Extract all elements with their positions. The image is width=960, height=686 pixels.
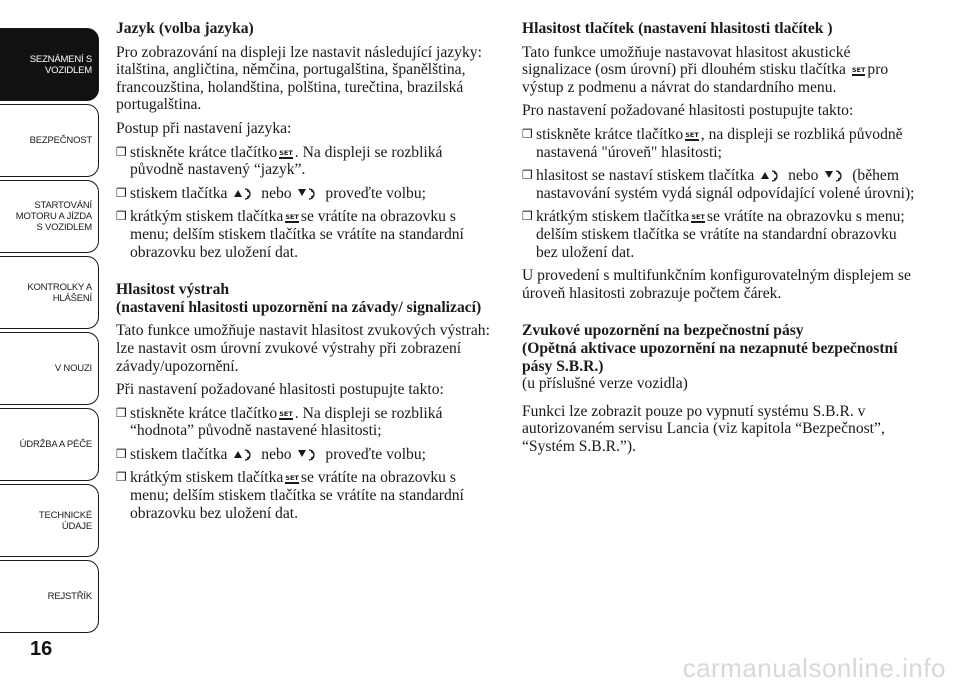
list-item (522, 208, 917, 261)
paragraph: U provedení s multifunkčním konfigurovatelným displejem se úroveň hlasitosti zobrazuje počtem čárek. (522, 267, 911, 302)
set-button-icon: SET (279, 148, 293, 157)
paragraph: Tato funkce umožňuje nastavit hlasitost zvukových výstrah: lze nastavit osm úrovní zvukové výstrahy při zobrazení závady/upozornění. (116, 322, 490, 375)
bullet-icon: ❒ (522, 168, 533, 183)
list-text: krátkým stiskem tlačítka (130, 208, 284, 226)
list-item (116, 185, 491, 203)
list-text: stiskněte krátce tlačítko (536, 125, 684, 143)
list-text: stiskněte krátce tlačítko (130, 404, 278, 422)
arrow-up-icon (760, 168, 782, 182)
set-button-icon: SET (851, 66, 866, 75)
list-item (116, 405, 491, 440)
section-title-button-volume: Hlasitost tlačítek (nastavení hlasitosti tlačítek ) (522, 20, 833, 37)
list-text: hlasitost se nastaví stiskem tlačítka (536, 167, 755, 185)
arrow-down-icon (824, 168, 846, 182)
bullet-icon: ❒ (116, 209, 127, 224)
paragraph: Postup při nastavení jazyka: (116, 119, 292, 137)
bullet-icon: ❒ (116, 144, 127, 159)
section-subtitle-seatbelt: (Opětná aktivace upozornění na nezapnuté bezpečnostní pásy S.B.R.) (522, 339, 898, 375)
list-item (116, 144, 491, 179)
arrow-down-icon (297, 186, 319, 200)
arrow-down-icon (297, 447, 319, 461)
list-text: . Na displeji se rozbliká “hodnota” původně nastavené hlasitosti; (130, 404, 443, 440)
bullet-icon: ❒ (116, 185, 127, 200)
section-subtitle-warning-volume: (nastavení hlasitosti upozornění na závady/ signalizací) (116, 298, 482, 316)
list-text: nebo (261, 445, 292, 463)
list-text: stiskněte krátce tlačítko (130, 143, 278, 161)
list-text: stiskem tlačítka (130, 184, 228, 202)
tab-rejstrik[interactable]: REJSTŘÍK (0, 560, 99, 633)
list-text: krátkým stiskem tlačítka (130, 469, 284, 487)
arrow-up-icon (233, 447, 255, 461)
bullet-icon: ❒ (116, 470, 127, 485)
tab-bezpecnost[interactable]: BEZPEČNOST (0, 104, 99, 177)
right-column (522, 20, 917, 461)
watermark: carmanualsonline.info (682, 653, 946, 683)
bullet-icon: ❒ (116, 405, 127, 420)
set-button-icon: SET (691, 213, 705, 222)
paragraph-text: pro výstup z podmenu a návrat do standardního menu. (522, 61, 889, 96)
set-button-icon: SET (285, 213, 299, 222)
tab-startovani-motoru[interactable]: STARTOVÁNÍ MOTORU A JÍZDA S VOZIDLEM (0, 180, 99, 253)
page-number: 16 (30, 638, 53, 660)
set-button-icon: SET (285, 474, 299, 483)
tab-kontrolky-a-hlaseni[interactable]: KONTROLKY A HLÁŠENÍ (0, 256, 99, 329)
left-column (116, 20, 491, 528)
list-item (116, 446, 491, 464)
list-item (522, 126, 917, 161)
list-item (522, 167, 917, 202)
version-note: (u příslušné verze vozidla) (522, 375, 688, 393)
list-text: proveďte volbu; (325, 445, 426, 463)
section-title-language: Jazyk (volba jazyka) (116, 20, 254, 37)
paragraph (522, 44, 917, 97)
list-text: se vrátíte na obrazovku s menu; delším stiskem tlačítka se vrátíte na standardní obrazovku bez uložení dat. (130, 469, 464, 522)
list-text: stiskem tlačítka (130, 445, 228, 463)
list-text: proveďte volbu; (325, 184, 426, 202)
tab-udrzba-a-pece[interactable]: ÚDRŽBA A PÉČE (0, 408, 99, 481)
tab-v-nouzi[interactable]: V NOUZI (0, 332, 99, 405)
paragraph-text: Tato funkce umožňuje nastavovat hlasitost akustické signalizace (osm úrovní) při dlouhém stisku tlačítka (522, 43, 851, 79)
bullet-icon: ❒ (116, 446, 127, 461)
list-text: se vrátíte na obrazovku s menu; delším stiskem tlačítka se vrátíte na standardní obrazovku bez uložení dat. (536, 208, 905, 261)
paragraph: Funkci lze zobrazit pouze po vypnutí systému S.B.R. v autorizovaném servisu Lancia (viz kapitola “Bezpečnost”, “Systém S.B.R.”). (522, 402, 885, 455)
bullet-icon: ❒ (522, 126, 533, 141)
tab-technicke-udaje[interactable]: TECHNICKÉ ÚDAJE (0, 484, 99, 557)
bullet-icon: ❒ (522, 209, 533, 224)
list-text: . Na displeji se rozbliká původně nastavený “jazyk”. (130, 143, 443, 179)
section-title-warning-volume: Hlasitost výstrah (116, 281, 230, 299)
list-item (116, 208, 491, 261)
list-item (116, 469, 491, 522)
list-text: nebo (788, 167, 819, 185)
set-button-icon: SET (279, 409, 293, 418)
tab-seznameni-s-vozidlem[interactable]: SEZNÁMENÍ S VOZIDLEM (0, 28, 99, 101)
list-text: krátkým stiskem tlačítka (536, 208, 690, 226)
section-title-seatbelt: Zvukové upozornění na bezpečnostní pásy (522, 322, 804, 340)
list-text: , na displeji se rozbliká původně nastavená "úroveň" hlasitosti; (536, 125, 903, 161)
paragraph: Pro nastavení požadované hlasitosti postupujte takto: (522, 102, 854, 120)
list-text: (během nastavování systém vydá signál odpovídající volené úrovni); (536, 167, 915, 202)
arrow-up-icon (233, 186, 255, 200)
list-text: se vrátíte na obrazovku s menu; delším stiskem tlačítka se vrátíte na standardní obrazovku bez uložení dat. (130, 208, 464, 261)
paragraph: Pro zobrazování na displeji lze nastavit následující jazyky: italština, angličtina, němčina, portugalština, španělština, francouzština, holandština, polština, turečtina, brazilská portugalština. (116, 43, 482, 114)
set-button-icon: SET (685, 130, 699, 139)
paragraph: Při nastavení požadované hlasitosti postupujte takto: (116, 381, 444, 399)
list-text: nebo (261, 184, 292, 202)
